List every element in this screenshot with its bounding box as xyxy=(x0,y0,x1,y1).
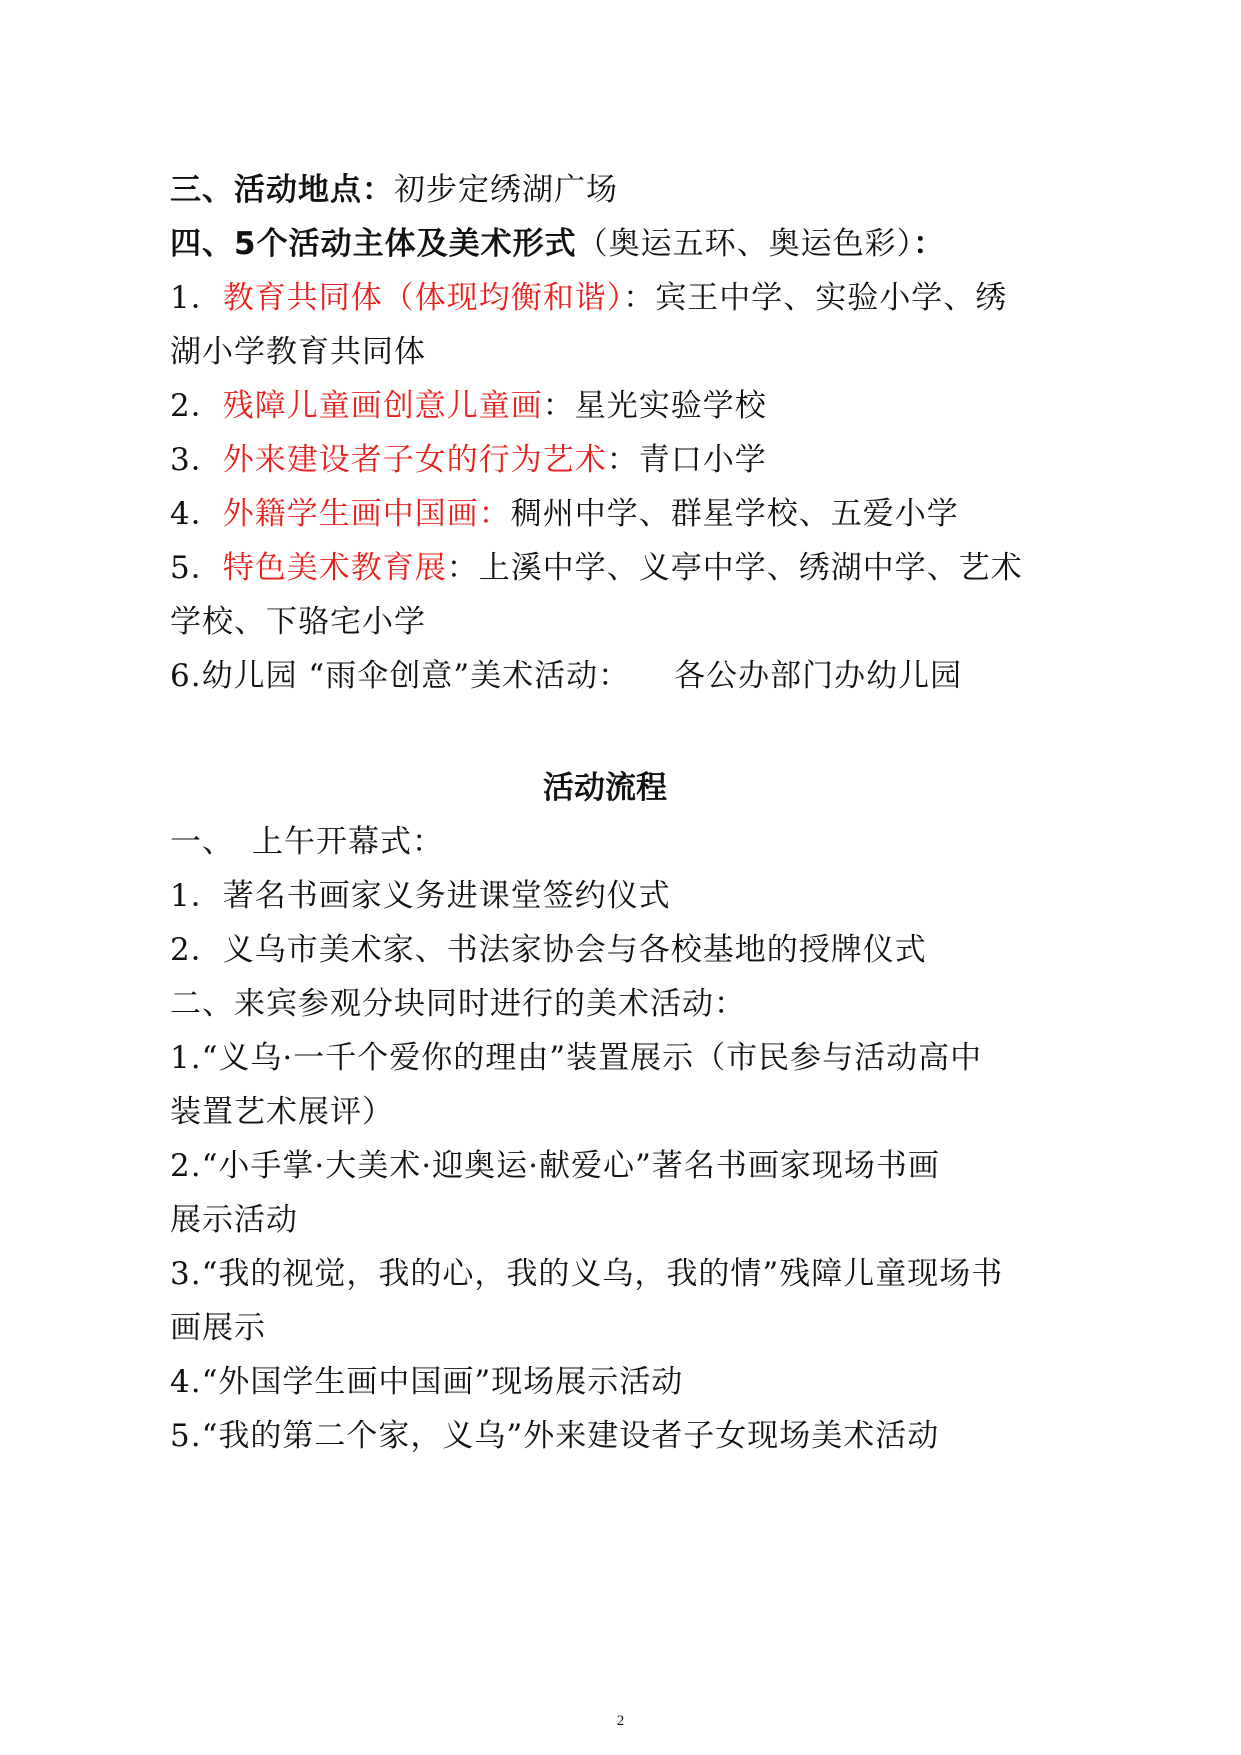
body-item-number: 3． xyxy=(170,442,223,478)
item-6-kindergarten xyxy=(170,649,1070,703)
body-item-5 xyxy=(170,541,1070,595)
body-item-1 xyxy=(170,271,1070,325)
body-item-number: 4． xyxy=(170,496,223,532)
body-item-1-continued xyxy=(170,325,1070,379)
body-item-sep: ： xyxy=(606,442,639,478)
flow-part-1-title: 上午开幕式： xyxy=(252,824,444,860)
body-item-sep: ： xyxy=(542,388,575,424)
body-item-text-cont: 学校、下骆宅小学 xyxy=(170,604,426,640)
body-item-sep: ： xyxy=(623,280,656,316)
flow-part-1-item: 1．著名书画家义务进课堂签约仪式 xyxy=(170,878,671,914)
flow-part-2-heading: 二、来宾参观分块同时进行的美术活动： xyxy=(170,986,746,1022)
item-6-label: 6.幼儿园 “雨伞创意”美术活动： xyxy=(170,658,631,694)
body-item-number: 5． xyxy=(170,550,223,586)
section-3-heading: 三、活动地点： xyxy=(170,172,394,208)
section-3-location xyxy=(170,163,1070,217)
body-item-text-cont: 湖小学教育共同体 xyxy=(170,334,426,370)
body-item-text: 青口小学 xyxy=(638,442,767,478)
body-item-text: 宾王中学、实验小学、绣 xyxy=(655,280,1008,316)
body-item-5-continued xyxy=(170,595,1070,649)
body-item-4 xyxy=(170,487,1070,541)
flow-part-2-line: 画展示 xyxy=(170,1310,266,1346)
body-item-number: 1． xyxy=(170,280,223,316)
flow-part-2-line: 装置艺术展评） xyxy=(170,1094,394,1130)
flow-part-2-line: 5.“我的第二个家，义乌”外来建设者子女现场美术活动 xyxy=(170,1418,940,1454)
section-4-bodies xyxy=(170,217,1070,271)
page-number: 2 xyxy=(616,1713,625,1729)
body-item-text: 上溪中学、义亭中学、绣湖中学、艺术 xyxy=(478,550,1023,586)
section-4-text: （奥运五环、奥运色彩） xyxy=(576,226,914,262)
section-4-colon: ： xyxy=(913,226,946,262)
flow-title: 活动流程 xyxy=(543,770,667,806)
flow-part-1-item: 2．义乌市美术家、书法家协会与各校基地的授牌仪式 xyxy=(170,932,927,968)
flow-part-2-line: 4.“外国学生画中国画”现场展示活动 xyxy=(170,1364,684,1400)
section-3-text: 初步定绣湖广场 xyxy=(394,172,618,208)
body-item-2 xyxy=(170,379,1070,433)
flow-part-2-line: 3.“我的视觉，我的心，我的义乌，我的情”残障儿童现场书 xyxy=(170,1256,1004,1292)
flow-part-1-heading xyxy=(170,815,1070,869)
body-item-text: 稠州中学、群星学校、五爱小学 xyxy=(510,496,959,532)
body-item-sep: ： xyxy=(446,550,479,586)
body-item-title: 外籍学生画中国画： xyxy=(222,496,511,532)
flow-part-2-line: 展示活动 xyxy=(170,1202,298,1238)
body-item-title: 特色美术教育展 xyxy=(222,550,447,586)
item-6-text: 各公办部门办幼儿园 xyxy=(674,658,963,694)
body-item-3 xyxy=(170,433,1070,487)
body-item-text: 星光实验学校 xyxy=(574,388,767,424)
flow-part-2-line: 1.“义乌·一千个爱你的理由”装置展示（市民参与活动高中 xyxy=(170,1040,983,1076)
body-item-title: 残障儿童画创意儿童画 xyxy=(222,388,543,424)
body-item-title: 外来建设者子女的行为艺术 xyxy=(222,442,607,478)
body-item-number: 2． xyxy=(170,388,223,424)
document-body xyxy=(170,163,1070,1463)
flow-part-2-line: 2.“小手掌·大美术·迎奥运·献爱心”著名书画家现场书画 xyxy=(170,1148,940,1184)
section-4-heading: 四、5个活动主体及美术形式 xyxy=(170,226,577,262)
flow-part-1-number: 一、 xyxy=(170,824,234,860)
body-item-title: 教育共同体（体现均衡和谐） xyxy=(222,280,624,316)
